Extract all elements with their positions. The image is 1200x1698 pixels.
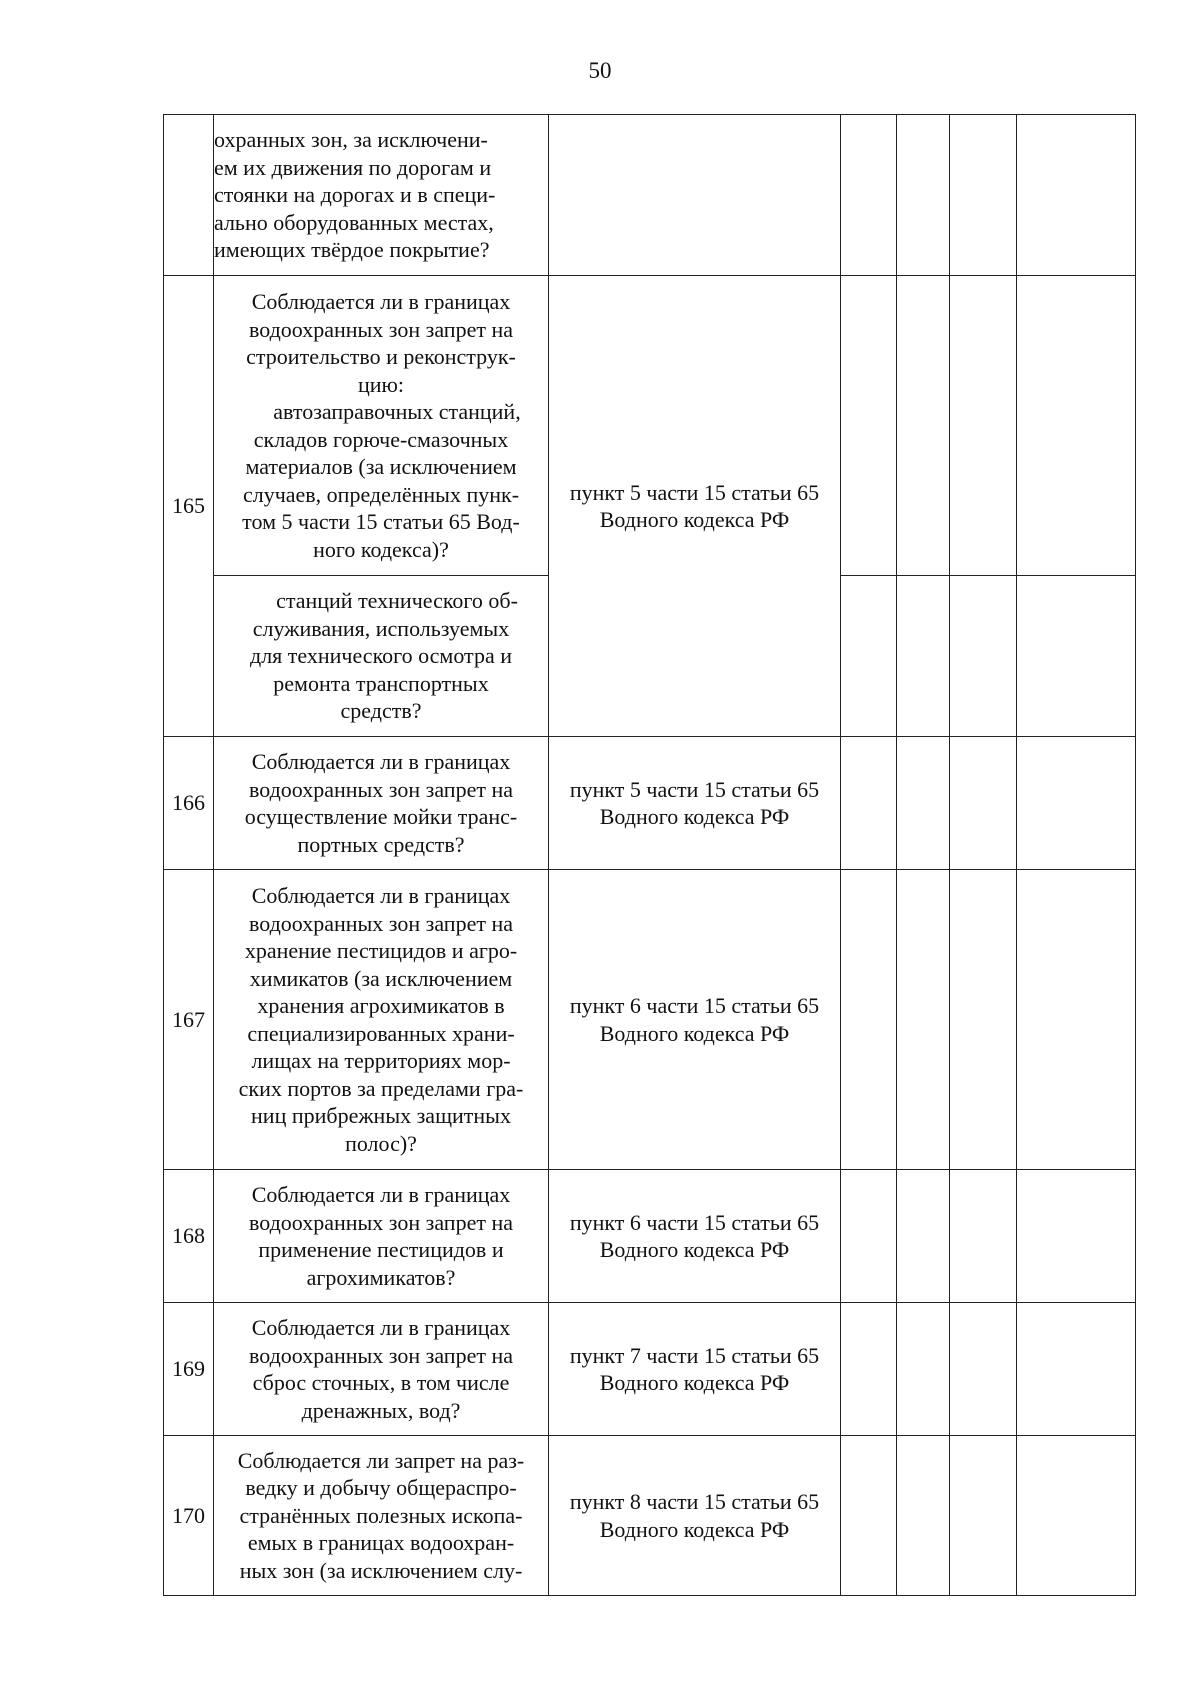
text-line: Водного кодекса РФ [599, 1020, 790, 1046]
answer-cell [897, 576, 950, 737]
table-row-167 [164, 870, 1136, 1170]
answer-cell [897, 276, 950, 576]
text-line: ремонта транспортных [273, 670, 489, 696]
text-line: станций технического об- [276, 588, 518, 614]
answer-cell [1017, 737, 1136, 870]
table-row-165 [164, 276, 1136, 576]
reference-cell [549, 276, 841, 737]
text-line: Водного кодекса РФ [599, 804, 790, 829]
checklist-table [163, 114, 1136, 1596]
answer-cell [897, 737, 950, 870]
text-line: Соблюдается ли в границах [251, 1315, 511, 1340]
text-line: химикатов (за исключением [249, 965, 513, 991]
answer-cell [897, 1303, 950, 1436]
text-line: водоохранных зон запрет на [248, 1342, 514, 1368]
reference-cell [549, 1436, 841, 1596]
row-number [164, 115, 214, 276]
question-cell [214, 1170, 549, 1303]
question-cell [214, 276, 549, 576]
text-line: том 5 части 15 статьи 65 Вод- [242, 509, 520, 534]
row-number: 168 [164, 1170, 214, 1303]
answer-cell [841, 1436, 897, 1596]
text-line: агрохимикатов? [306, 1264, 456, 1290]
text-line: средств? [340, 698, 422, 724]
reference-cell [549, 1170, 841, 1303]
text-line: полос)? [345, 1130, 417, 1156]
table-row-168 [164, 1170, 1136, 1303]
text-line: цию: [357, 371, 405, 397]
text-line: портных средств? [297, 831, 465, 857]
answer-cell [841, 1303, 897, 1436]
reference-cell [549, 115, 841, 276]
answer-cell [841, 576, 897, 737]
answer-cell [950, 737, 1017, 870]
question-cell [214, 115, 549, 276]
answer-cell [950, 1170, 1017, 1303]
table-row-169 [164, 1303, 1136, 1436]
text-line: пункт 8 части 15 статьи 65 [569, 1489, 820, 1514]
text-line: лищах на территориях мор- [251, 1048, 511, 1073]
answer-cell [897, 1436, 950, 1596]
text-line: Соблюдается ли в границах [251, 883, 511, 908]
text-line: хранение пестицидов и агро- [244, 938, 518, 963]
answer-cell [841, 115, 897, 276]
text-line: Соблюдается ли запрет на раз- [237, 1447, 525, 1473]
answer-cell [950, 1303, 1017, 1436]
text-line: имеющих твёрдое покрытие? [214, 237, 490, 263]
text-line: стоянки на дорогах и в специ- [214, 182, 496, 208]
answer-cell [841, 870, 897, 1170]
text-line: ем их движения по дорогам и [214, 154, 492, 180]
answer-cell [1017, 1436, 1136, 1596]
text-line: пункт 6 части 15 статьи 65 [569, 993, 820, 1018]
answer-cell [897, 115, 950, 276]
text-line: Соблюдается ли в границах [251, 289, 511, 314]
text-line: Водного кодекса РФ [599, 1237, 790, 1262]
answer-cell [950, 115, 1017, 276]
reference-cell [549, 1303, 841, 1436]
text-line: пункт 5 части 15 статьи 65 [569, 479, 820, 505]
text-line: складов горюче-смазочных [253, 426, 509, 452]
reference-cell [549, 870, 841, 1170]
question-cell [214, 737, 549, 870]
row-number: 167 [164, 870, 214, 1170]
text-line: Водного кодекса РФ [599, 1370, 790, 1395]
text-line: для технического осмотра и [250, 643, 512, 669]
text-line: водоохранных зон запрет на [248, 316, 514, 342]
row-number: 166 [164, 737, 214, 870]
answer-cell [841, 276, 897, 576]
row-number: 170 [164, 1436, 214, 1596]
answer-cell [950, 870, 1017, 1170]
text-line: хранения агрохимикатов в [257, 993, 505, 1018]
text-line: охранных зон, за исключени- [214, 127, 488, 153]
answer-cell [1017, 1170, 1136, 1303]
answer-cell [950, 1436, 1017, 1596]
text-line: Соблюдается ли в границах [251, 749, 511, 774]
text-line: странённых полезных ископа- [239, 1502, 523, 1528]
text-line: сброс сточных, в том числе [252, 1370, 510, 1395]
answer-cell [897, 870, 950, 1170]
text-line: осуществление мойки транс- [244, 804, 518, 829]
page-number: 50 [588, 58, 612, 83]
text-line: Водного кодекса РФ [599, 1516, 790, 1542]
reference-cell [549, 737, 841, 870]
text-line: пункт 5 части 15 статьи 65 [569, 776, 820, 802]
text-line: автозаправочных станций, [273, 399, 521, 424]
question-cell [214, 1436, 549, 1596]
text-line: применение пестицидов и [258, 1237, 504, 1262]
text-line: водоохранных зон запрет на [248, 910, 514, 936]
text-line: водоохранных зон запрет на [248, 776, 514, 802]
text-line: пункт 6 части 15 статьи 65 [569, 1209, 820, 1235]
text-line: ных зон (за исключением слу- [239, 1557, 523, 1583]
table-row-continuation [164, 115, 1136, 276]
text-line: Водного кодекса РФ [599, 507, 790, 532]
text-line: специализированных храни- [247, 1020, 515, 1046]
question-cell [214, 576, 549, 737]
text-line: ного кодекса)? [313, 536, 449, 562]
text-line: ских портов за пределами гра- [238, 1075, 524, 1101]
answer-cell [841, 1170, 897, 1303]
text-line: материалов (за исключением [245, 454, 517, 479]
text-line: случаев, определённых пунк- [242, 481, 520, 507]
answer-cell [950, 276, 1017, 576]
answer-cell [1017, 115, 1136, 276]
answer-cell [897, 1170, 950, 1303]
answer-cell [841, 737, 897, 870]
question-cell [214, 1303, 549, 1436]
row-number: 165 [164, 276, 214, 737]
text-line: дренажных, вод? [301, 1397, 461, 1423]
text-line: служивания, используемых [252, 615, 510, 641]
answer-cell [950, 576, 1017, 737]
answer-cell [1017, 870, 1136, 1170]
text-line: ально оборудованных местах, [214, 209, 494, 235]
text-line: ниц прибрежных защитных [251, 1103, 511, 1128]
text-line: ведку и добычу общераспро- [245, 1475, 517, 1501]
text-line: емых в границах водоохран- [247, 1530, 515, 1556]
answer-cell [1017, 276, 1136, 576]
text-line: водоохранных зон запрет на [248, 1209, 514, 1235]
table-row-166 [164, 737, 1136, 870]
question-cell [214, 870, 549, 1170]
text-line: пункт 7 части 15 статьи 65 [569, 1342, 820, 1368]
row-number: 169 [164, 1303, 214, 1436]
text-line: строительство и реконструк- [246, 344, 516, 369]
table-row-170 [164, 1436, 1136, 1596]
answer-cell [1017, 576, 1136, 737]
text-line: Соблюдается ли в границах [251, 1182, 511, 1207]
answer-cell [1017, 1303, 1136, 1436]
